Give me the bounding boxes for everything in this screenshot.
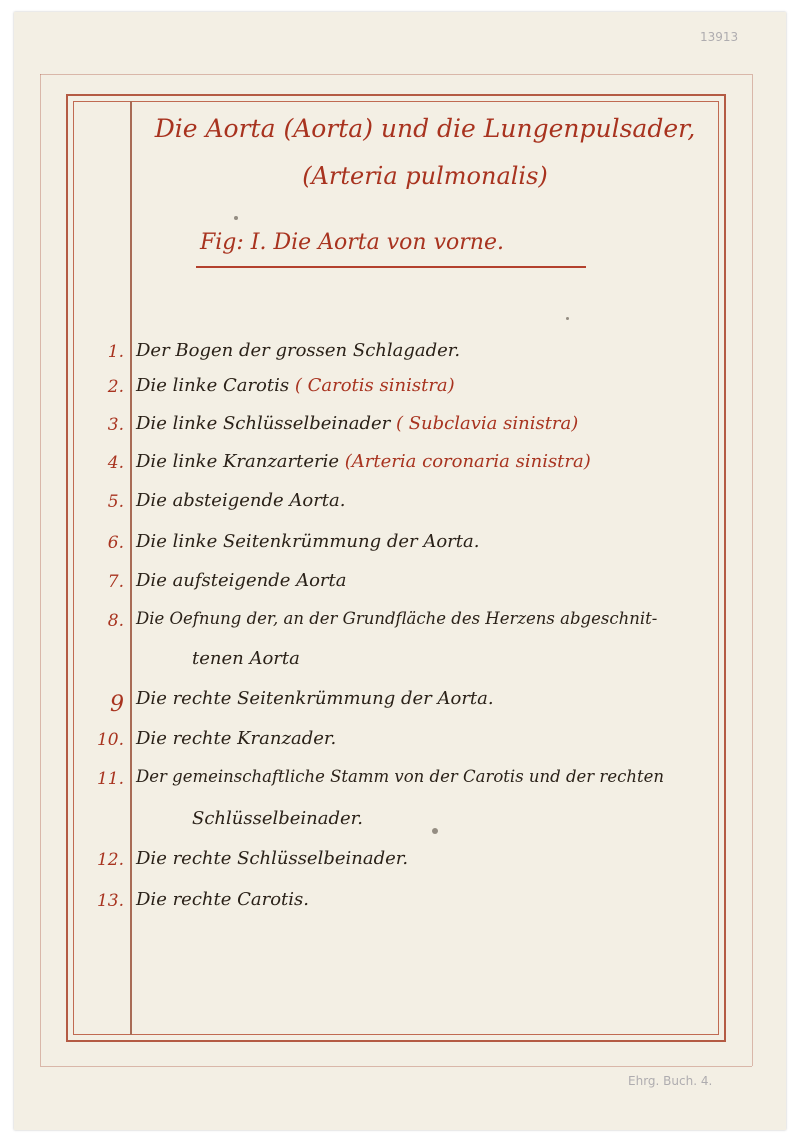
item-text (136, 767, 664, 786)
item-number: 9 (110, 692, 124, 717)
item-text (136, 375, 455, 396)
item-german-term: Die linke Carotis (136, 375, 290, 396)
item-text (136, 451, 591, 472)
item-text (136, 340, 460, 361)
item-german-term: Der Bogen der grossen Schlagader. (136, 340, 461, 361)
item-text (136, 609, 657, 628)
item-german-term: Die absteigende Aorta. (136, 490, 346, 511)
item-text (136, 531, 479, 552)
item-latin-term: (Arteria coronaria sinistra) (344, 451, 591, 472)
item-continuation: Schlüsselbeinader. (192, 808, 364, 829)
caption-underline (196, 266, 586, 268)
item-number: 2. (107, 377, 124, 397)
item-german-term: Die rechte Seitenkrümmung der Aorta. (136, 688, 494, 709)
item-number: 11. (96, 769, 124, 789)
item-number: 7. (107, 572, 124, 592)
ruling-top (40, 74, 752, 75)
item-german-term: Die aufsteigende Aorta (136, 570, 347, 591)
pencil-note: Ehrg. Buch. 4. (628, 1074, 713, 1088)
item-number: 8. (107, 611, 124, 631)
item-text (136, 688, 494, 709)
item-number: 1. (107, 342, 124, 362)
item-german-term: Die linke Schlüsselbeinader (136, 413, 391, 434)
figure-caption: Fig: I. Die Aorta von vorne. (200, 230, 504, 255)
item-text (136, 570, 347, 591)
ink-spot (566, 317, 569, 320)
item-text (136, 490, 346, 511)
item-latin-term: ( Carotis sinistra) (294, 375, 455, 396)
item-text (136, 728, 336, 749)
item-german-term: Der gemeinschaftliche Stamm von der Carotis und der rechten (136, 767, 664, 786)
item-number: 13. (96, 891, 124, 911)
ruling-right (752, 74, 753, 1066)
item-continuation: tenen Aorta (192, 648, 300, 669)
ruling-bottom (40, 1066, 752, 1067)
item-number: 6. (107, 533, 124, 553)
item-german-term: Die rechte Kranzader. (136, 728, 337, 749)
numbering-margin-line (130, 101, 132, 1035)
item-german-term: Die linke Kranzarterie (136, 451, 340, 472)
item-text (136, 889, 309, 910)
item-number: 3. (107, 415, 124, 435)
pencil-number: 13913 (700, 30, 739, 44)
item-number: 5. (107, 492, 124, 512)
item-number: 10. (96, 730, 124, 750)
item-text (136, 413, 578, 434)
ink-spot (234, 216, 238, 220)
item-latin-term: ( Subclavia sinistra) (395, 413, 579, 434)
item-text (136, 848, 408, 869)
item-german-term: Die linke Seitenkrümmung der Aorta. (136, 531, 480, 552)
item-german-term: Die Oefnung der, an der Grundfläche des Herzens abgeschnit- (136, 609, 658, 628)
ink-spot (432, 828, 438, 834)
ruling-left (40, 74, 41, 1066)
item-german-term: Die rechte Carotis. (136, 889, 309, 910)
page-title: Die Aorta (Aorta) und die Lungenpulsader, (154, 114, 696, 143)
item-german-term: Die rechte Schlüsselbeinader. (136, 848, 409, 869)
item-number: 12. (96, 850, 124, 870)
page-subtitle: (Arteria pulmonalis) (302, 162, 548, 190)
item-number: 4. (107, 453, 124, 473)
